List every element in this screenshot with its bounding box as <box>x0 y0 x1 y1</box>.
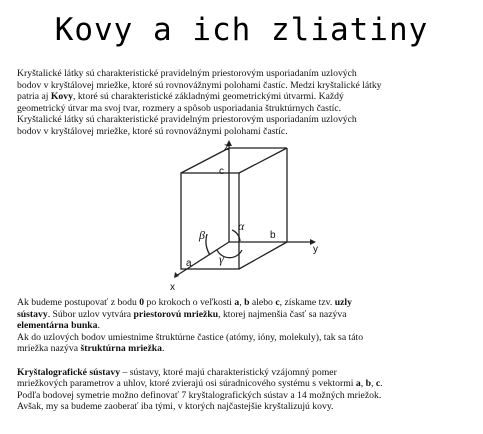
bold-term: Kovy <box>50 91 73 103</box>
bold-term: priestorovú mriežku <box>133 308 219 320</box>
intro-line: bodov v kryštálovej mriežke, ktoré sú rovnovážnymi polohami častíc. Medzi kryštalické látky <box>17 79 382 91</box>
cube-edge <box>239 242 287 269</box>
angle-arc-beta <box>206 234 210 255</box>
text-line: Ak do uzlových bodov umiestnime štruktúrne častice (atómy, ióny, molekuly), tak sa táto <box>17 331 364 343</box>
bold-term: c <box>275 297 280 308</box>
text-line: Avšak, my sa budeme zaoberať iba tými, v ktorých najčastejšie kryštalizujú kovy. <box>17 401 334 413</box>
bold-term: c <box>375 378 381 390</box>
intro-line: Kryštalické látky sú charakteristické pravidelným priestorovým usporiadaním uzlových <box>17 68 357 79</box>
unit-cell-figure <box>162 140 322 296</box>
text-line: mriežkových parametrov a uhlov, ktoré zvierajú osi súradnicového systému s vektormi a, b, c. <box>17 378 383 390</box>
text-line: Ak budeme postupovať z bodu 0 po krokoch o veľkosti a, b alebo c, získame tzv. uzly <box>17 297 352 308</box>
axis-label-y: y <box>313 244 318 255</box>
edge-label-b: b <box>270 230 276 241</box>
intro-line: Kryštalické látky sú charakteristické pravidelným priestorovým usporiadaním uzlových <box>17 114 357 126</box>
text-line: mriežka nazýva štruktúrna mriežka. <box>17 343 165 355</box>
intro-paragraph <box>17 68 477 138</box>
text-line: Podľa bodovej symetrie možno definovať 7 kryštalografických sústav a 14 možných mriežok. <box>17 389 382 401</box>
lower-text <box>17 297 477 413</box>
page-title: Kovy a ich zliatiny <box>54 12 429 48</box>
text-line: elementárna bunka. <box>17 320 100 332</box>
text-line: Kryštalografické sústavy – sústavy, ktoré majú charakteristický vzájomný pomer <box>17 366 337 378</box>
bold-term: 0 <box>139 297 145 308</box>
angle-label-gamma: γ <box>219 252 224 266</box>
axis-label-x: x <box>170 282 175 293</box>
bold-term: štruktúrna mriežka <box>80 343 163 355</box>
bold-term: a <box>355 378 361 390</box>
axis-label-z: z <box>224 142 229 153</box>
bold-term: sústavy <box>17 308 48 320</box>
bold-term: uzly <box>334 297 352 308</box>
angle-label-alpha: α <box>238 219 245 233</box>
edge-label-a: a <box>186 258 192 269</box>
unit-cell-diagram <box>162 140 322 296</box>
text-line: sústavy. Súbor uzlov vytvára priestorovú mriežku, ktorej najmenšia časť sa nazýva <box>17 308 347 320</box>
edge-label-c: c <box>219 166 224 177</box>
intro-line: patria aj Kovy, ktoré sú charakteristické základnými geometrickými útvarmi. Každý <box>17 91 344 103</box>
intro-line: geometrický útvar ma svoj tvar, rozmery a spôsob usporiadania štruktúrnych častíc. <box>17 102 342 114</box>
bold-term: b <box>244 297 250 308</box>
bold-term: b <box>365 378 371 390</box>
bold-term: elementárna bunka <box>17 320 98 332</box>
angle-label-beta: β <box>199 228 205 242</box>
bold-term: a <box>234 297 240 308</box>
cube-edge <box>239 148 287 173</box>
intro-line: bodov v kryštálovej mriežke, ktoré sú rovnovážnymi polohami častíc. <box>17 125 288 137</box>
bold-term: Kryštalografické sústavy <box>17 366 121 378</box>
